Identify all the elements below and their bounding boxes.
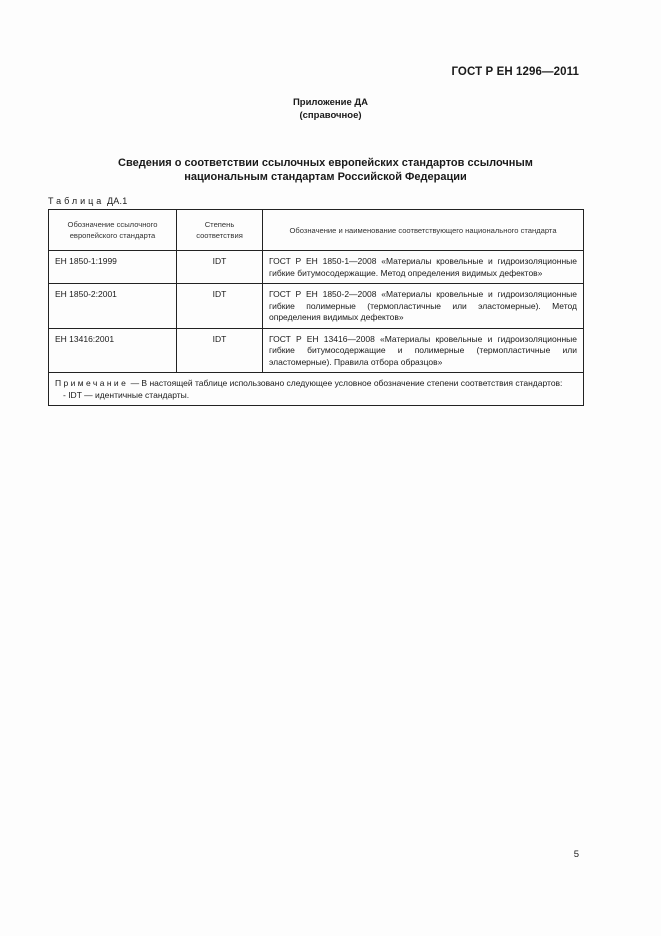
cell-national-standard: ГОСТ Р ЕН 13416—2008 «Материалы кровельные и гидроизоляционные гибкие битумосодержащие и полимерные (термопластичные или эластомерные). Правила отбора образцов»: [263, 328, 584, 373]
cell-european-standard: ЕН 1850-1:1999: [49, 251, 177, 284]
section-title-line-1: Сведения о соответствии ссылочных европейских стандартов ссылочным: [118, 157, 533, 169]
section-title: [60, 156, 591, 184]
table-header-row: [49, 210, 584, 251]
table-caption: [48, 196, 127, 206]
cell-degree: IDT: [177, 284, 263, 329]
table-row: [49, 251, 584, 284]
table-row: [49, 284, 584, 329]
document-code: ГОСТ Р ЕН 1296—2011: [451, 66, 579, 78]
table-row: [49, 328, 584, 373]
table-note-row: [49, 373, 584, 406]
cell-national-standard: ГОСТ Р ЕН 1850-1—2008 «Материалы кровельные и гидроизоляционные гибкие битумосодержащие. Метод определения видимых дефектов»: [263, 251, 584, 284]
table-note: [49, 373, 584, 406]
note-lead: Примечание: [55, 378, 129, 388]
cell-national-standard: ГОСТ Р ЕН 1850-2—2008 «Материалы кровельные и гидроизоляционные гибкие полимерные (термопластичные или эластомерные). Метод определения видимых дефектов»: [263, 284, 584, 329]
header-degree: Степень соответствия: [177, 210, 263, 251]
cell-european-standard: ЕН 1850-2:2001: [49, 284, 177, 329]
annex-subtitle: (справочное): [299, 110, 362, 121]
note-item: - IDT — идентичные стандарты.: [63, 389, 190, 400]
standards-correspondence-table: [48, 209, 584, 406]
cell-degree: IDT: [177, 328, 263, 373]
page-number: 5: [573, 849, 579, 860]
cell-degree: IDT: [177, 251, 263, 284]
section-title-line-2: национальным стандартам Российской Федерации: [184, 171, 467, 183]
header-national-standard: Обозначение и наименование соответствующего национального стандарта: [263, 210, 584, 251]
note-text: — В настоящей таблице использовано следующее условное обозначение степени соответствия стандартов:: [128, 378, 563, 388]
table-caption-prefix: Таблица: [48, 196, 105, 206]
header-european-standard: Обозначение ссылочного европейского стандарта: [49, 210, 177, 251]
annex-title: Приложение ДА: [292, 97, 369, 108]
table-caption-id: ДА.1: [107, 196, 128, 206]
cell-european-standard: ЕН 13416:2001: [49, 328, 177, 373]
